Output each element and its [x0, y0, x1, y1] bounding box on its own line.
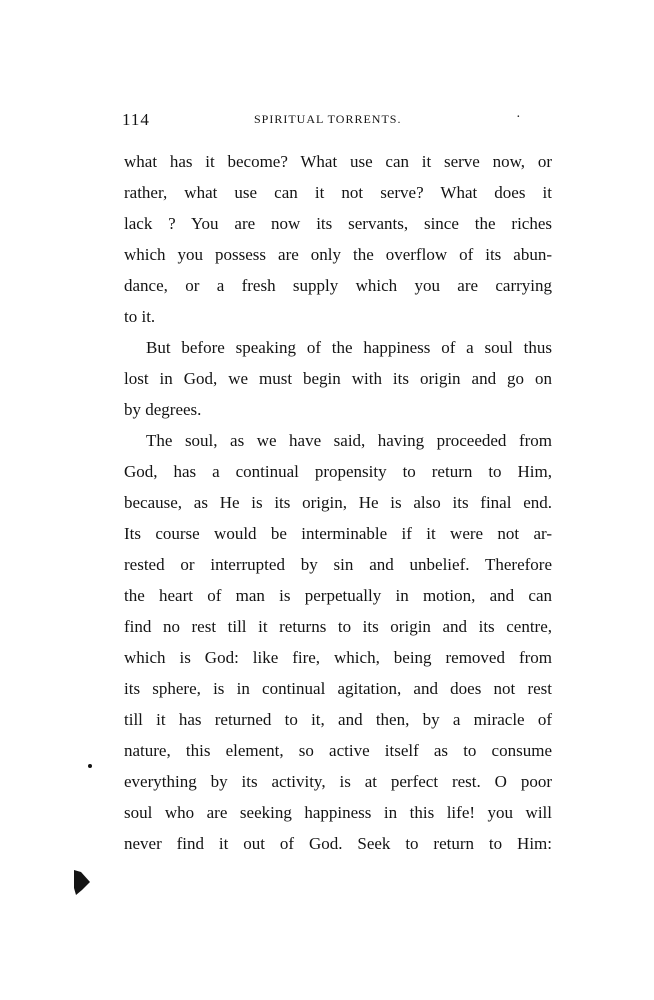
text-line: its sphere, is in continual agitation, and does not rest [124, 679, 552, 698]
text-line: soul who are seeking happiness in this life! you will [124, 803, 552, 822]
text-line: to it. [124, 307, 156, 326]
text-line: which you possess are only the overflow of its abun- [124, 245, 552, 264]
text-line: everything by its activity, is at perfect rest. O poor [124, 772, 552, 791]
text-line: rather, what use can it not serve? What does it [124, 183, 552, 202]
text-line: The soul, as we have said, having proceeded from [146, 431, 552, 450]
text-line: because, as He is its origin, He is also its final end. [124, 493, 552, 512]
body-text [124, 146, 552, 859]
header-ornament: · [516, 110, 522, 125]
margin-speck [88, 764, 92, 768]
text-line: by degrees. [124, 400, 202, 419]
scan-tab-mark [73, 868, 91, 896]
text-line: find no rest till it returns to its origin and its centre, [124, 617, 552, 636]
text-line: lack ? You are now its servants, since the riches [124, 214, 552, 233]
text-line: rested or interrupted by sin and unbelief. Therefore [124, 555, 552, 574]
text-line: the heart of man is perpetually in motion, and can [124, 586, 552, 605]
text-line: till it has returned to it, and then, by a miracle of [124, 710, 552, 729]
text-line: nature, this element, so active itself as to consume [124, 741, 552, 760]
text-line: God, has a continual propensity to return to Him, [124, 462, 552, 481]
text-line: what has it become? What use can it serve now, or [124, 152, 552, 171]
text-line: lost in God, we must begin with its origin and go on [124, 369, 552, 388]
running-head [122, 110, 552, 130]
text-line: which is God: like fire, which, being removed from [124, 648, 552, 667]
page-number: 114 [122, 110, 150, 129]
text-line: never find it out of God. Seek to return to Him: [124, 834, 552, 853]
text-line: dance, or a fresh supply which you are carrying [124, 276, 552, 295]
text-line: But before speaking of the happiness of a soul thus [146, 338, 552, 357]
text-line: Its course would be interminable if it were not ar- [124, 524, 552, 543]
running-title: SPIRITUAL TORRENTS. [254, 112, 402, 126]
